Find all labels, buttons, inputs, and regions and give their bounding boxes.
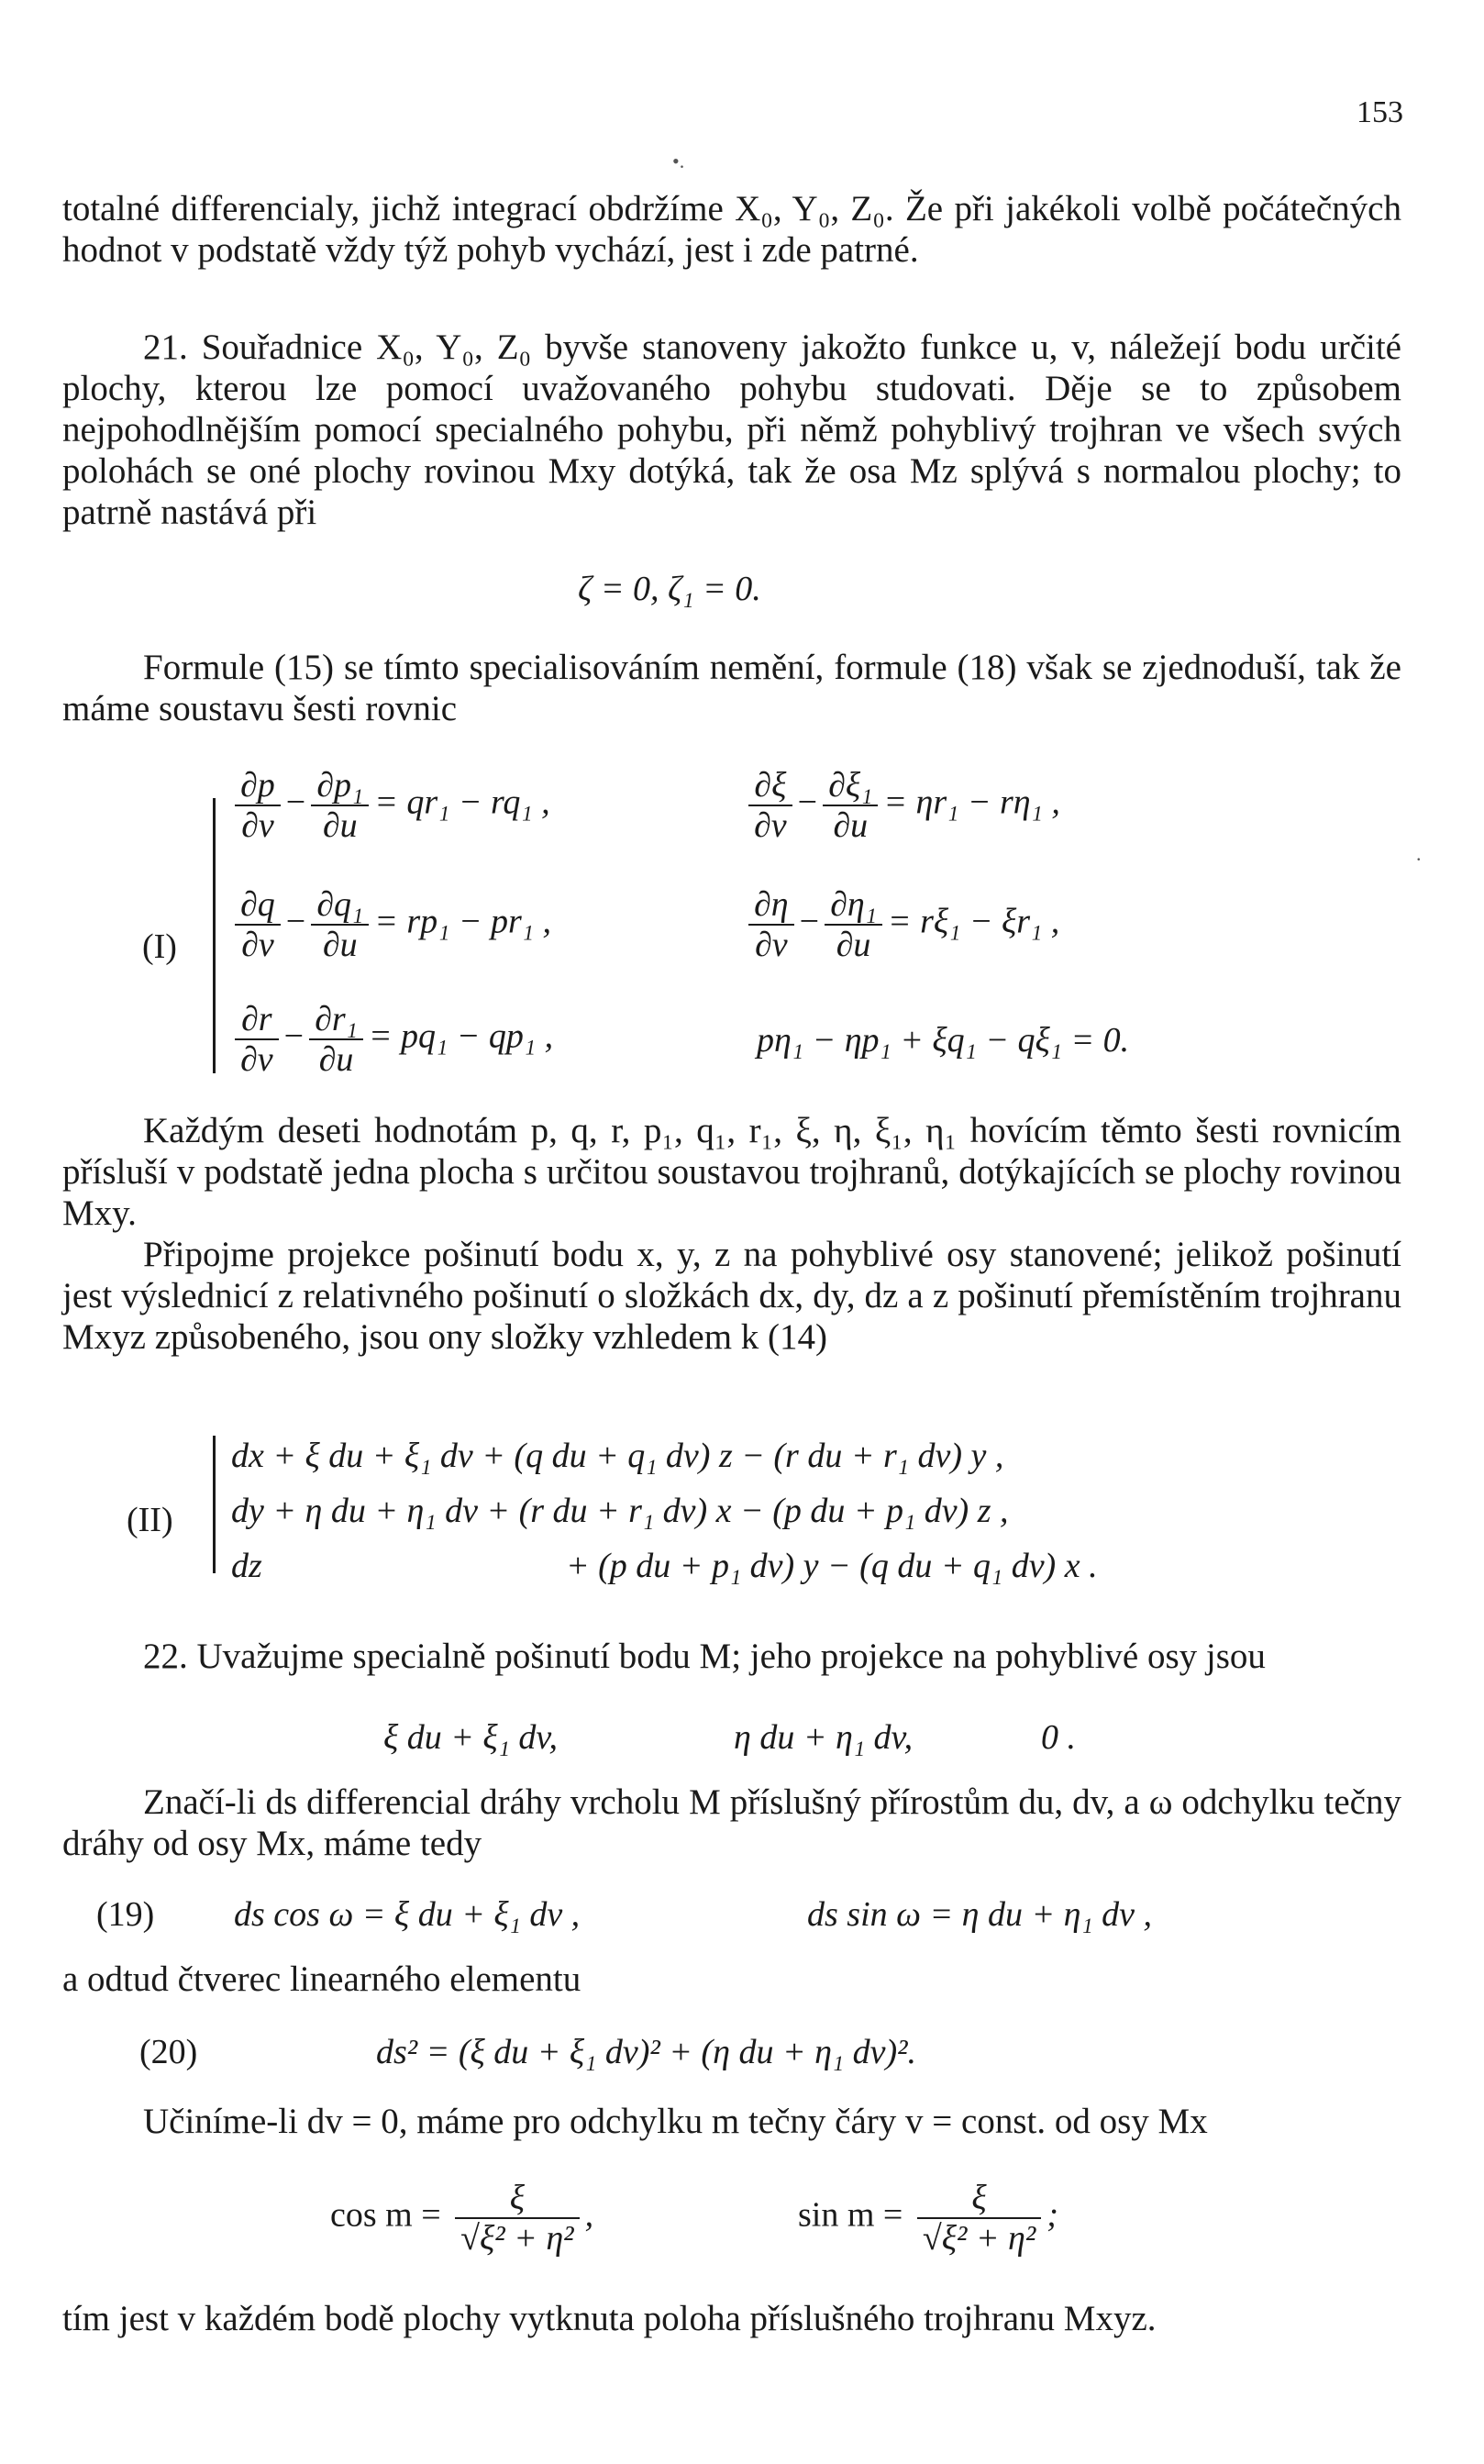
system-I-label: (I) (142, 927, 177, 966)
system-I-row3-right: pη₁ − ηp₁ + ξq₁ − qξ₁ = 0. (757, 1021, 1130, 1060)
equation-20: ds² = (ξ du + ξ₁ dv)² + (η du + η₁ dv)². (376, 2033, 917, 2071)
system-I-row2-left: $\frac{\partial q}{\partial v}$ − $\frac{\text{∂q₁}}{\partial u}$ = rp₁ − pr₁ , (229, 885, 551, 964)
system-II-row2: dy + η du + η₁ dv + (r du + r₁ dv) x − (p du + p₁ dv) z , (231, 1492, 1009, 1530)
equation-19-right: ds sin ω = η du + η₁ dv , (807, 1895, 1153, 1934)
projection-3: 0 . (1041, 1718, 1076, 1757)
system-II-label: (II) (127, 1501, 173, 1539)
paragraph-pripojme: Připojme projekce pošinutí bodu x, y, z na pohyblivé osy stanovené; jelikož pošinutí jest výslednicí z relativného pošinutí o složkách dx, dy, dz a z pošinutí přemístěním trojhranu Mxyz způsobeného, jsou ony složky vzhledem k (14) (62, 1235, 1401, 1357)
stray-mark: •. (672, 150, 685, 172)
equation-zeta: ζ = 0, ζ₁ = 0. (578, 570, 761, 608)
paragraph-21 (62, 327, 1401, 533)
paragraph-ucinime: Učiníme-li dv = 0, máme pro odchylku m tečny čáry v = const. od osy Mx (143, 2102, 1208, 2141)
equation-19-label: (19) (96, 1895, 155, 1934)
paragraph-kazdym: Každým deseti hodnotám p, q, r, p₁, q₁, r₁, ξ, η, ξ₁, η₁ hovícím těmto šesti rovnicím přísluší v podstatě jedna plocha s určitou soustavou trojhranů, dotýkajících se plochy rovinou Mxy. (62, 1111, 1401, 1233)
section-number-21: 21. (143, 327, 188, 367)
system-I-row2-right: $\frac{\partial\eta}{\partial v}$ − $\frac{\text{∂η₁}}{\partial u}$ = rξ₁ − ξr₁ , (743, 885, 1059, 964)
section-number-22: 22. (143, 1637, 188, 1676)
page-number: 153 (1357, 95, 1403, 129)
stray-dot: . (1416, 842, 1422, 865)
paragraph-odtud: a odtud čtverec linearného elementu (62, 1959, 581, 1999)
projection-2: η du + η₁ dv, (734, 1718, 914, 1757)
paragraph-22 (62, 1636, 1401, 1677)
system-I-row3-left: $\frac{\partial r}{\partial v}$ − $\frac{\text{∂r₁}}{\partial u}$ = pq₁ − qp₁ , (229, 1000, 553, 1079)
system-II-row3: + (p du + p₁ dv) y − (q du + q₁ dv) x . (566, 1547, 1098, 1585)
system-II-brace (213, 1436, 216, 1573)
system-II-row1: dx + ξ du + ξ₁ dv + (q du + q₁ dv) z − (r du + r₁ dv) y , (231, 1437, 1004, 1475)
equation-19-left: ds cos ω = ξ du + ξ₁ dv , (234, 1895, 581, 1934)
system-I-row1-left: $\frac{\partial p}{\partial v}$ − $\frac{\text{∂p₁}}{\partial u}$ = qr₁ − rq₁ , (229, 766, 550, 845)
paragraph-22-text: Uvažujme specialně pošinutí bodu M; jeho projekce na pohyblivé osy jsou (187, 1637, 1266, 1676)
system-II-row3-dz: dz (231, 1547, 262, 1585)
system-I-brace (213, 798, 216, 1073)
paragraph-1: totalné differencialy, jichž integrací obdržíme X₀, Y₀, Z₀. Že při jakékoli volbě počátečných hodnot v podstatě vždy týž pohyb vychází, jest i zde patrné. (62, 189, 1401, 270)
system-I-row1-right: $\frac{\partial\xi}{\partial v}$ − $\frac{\text{∂ξ₁}}{\partial u}$ = ηr₁ − rη₁ , (743, 766, 1060, 845)
paragraph-21-text: Souřadnice X₀, Y₀, Z₀ byvše stanoveny jakožto funkce u, v, náležejí bodu určité plochy, kterou lze pomocí uvažovaného pohybu studovati. Děje se to způsobem nejpohodlnějším pomocí specialného pohybu, při němž pohyblivý trojhran ve všech svých polohách se oné plochy rovinou Mxy dotýká, tak že osa Mz splývá s normalou plochy; to patrně nastává při (62, 327, 1401, 532)
projection-1: ξ du + ξ₁ dv, (383, 1718, 558, 1757)
equation-20-label: (20) (139, 2033, 198, 2071)
paragraph-tim: tím jest v každém bodě plochy vytknuta poloha příslušného trojhranu Mxyz. (62, 2299, 1157, 2338)
equation-cos-m: cos m = $\frac{\xi}{\text{√ξ² + η²}}$ , (330, 2179, 594, 2258)
paragraph-formule: Formule (15) se tímto specialisováním nemění, formule (18) však se zjednoduší, tak že máme soustavu šesti rovnic (62, 648, 1401, 728)
paragraph-znaci: Značí-li ds differencial dráhy vrcholu M příslušný přírostům du, dv, a ω odchylku tečny dráhy od osy Mx, máme tedy (62, 1782, 1401, 1863)
equation-sin-m: sin m = $\frac{\xi}{\text{√ξ² + η²}}$ ; (798, 2179, 1058, 2258)
